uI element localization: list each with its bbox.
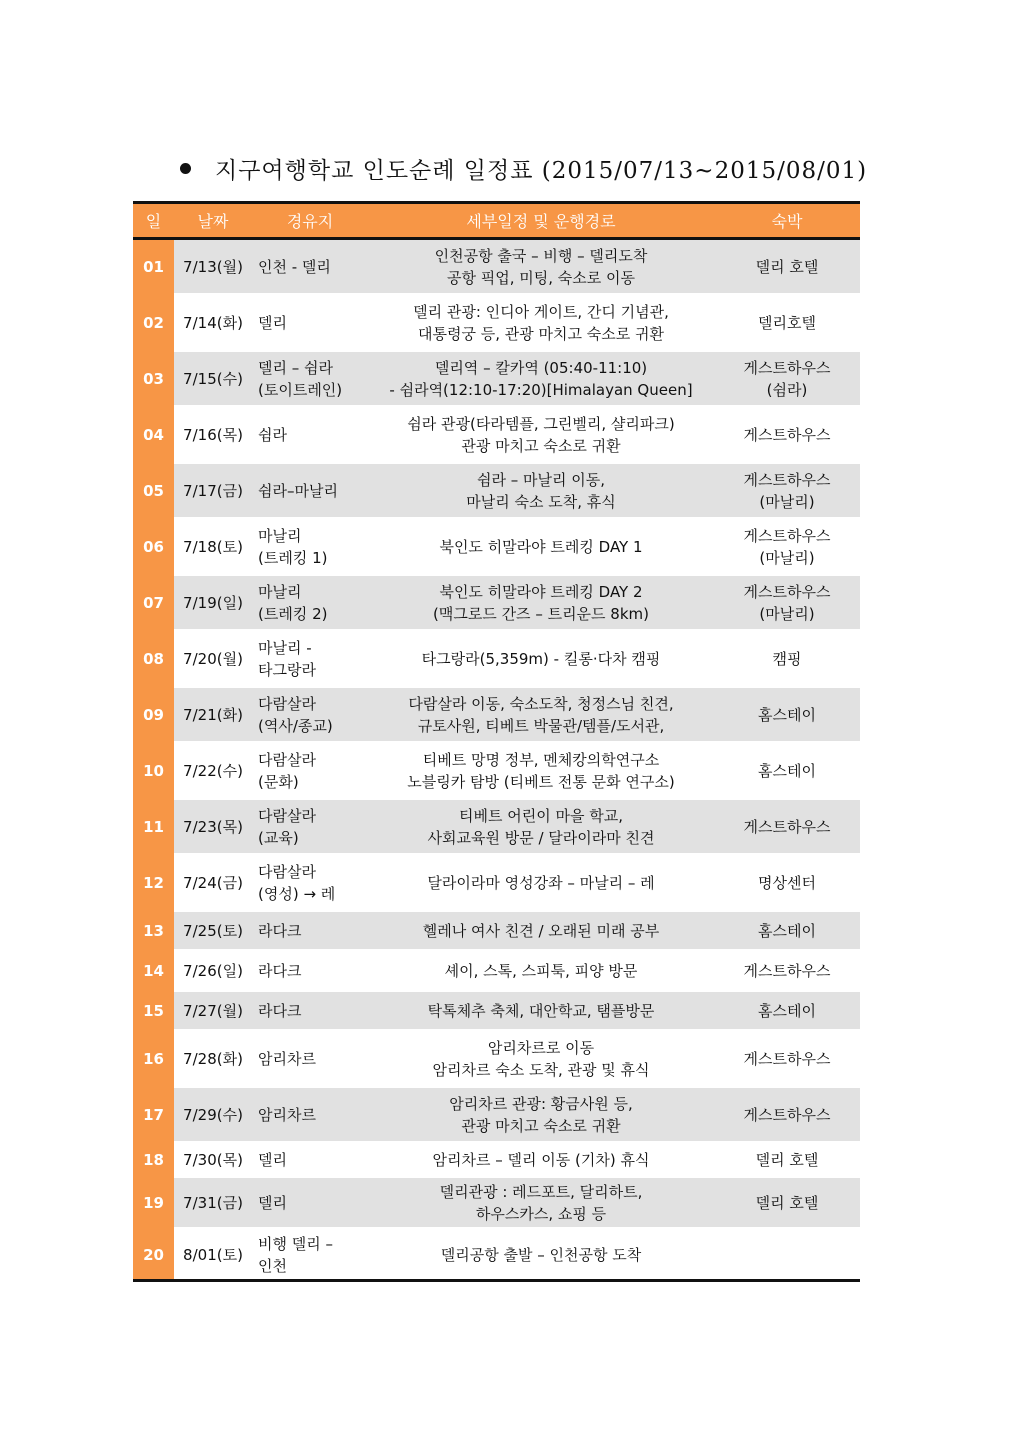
route-cell-line: 쉼라–마날리 <box>258 481 338 500</box>
lodging-cell <box>714 951 860 991</box>
date-cell: 7/23(목) <box>174 799 252 855</box>
detail-cell-line: 암리차르 숙소 도착, 관광 및 휴식 <box>432 1060 650 1079</box>
lodging-cell <box>714 407 860 463</box>
route-cell <box>252 519 368 575</box>
route-cell-line: 인천 <box>258 1256 287 1275</box>
detail-cell <box>368 463 714 519</box>
route-cell-line: 라다크 <box>258 961 302 980</box>
detail-cell-line: 북인도 히말라야 트레킹 DAY 2 <box>439 582 643 601</box>
lodging-cell-line: 게스트하우스 <box>743 1105 831 1124</box>
day-number: 05 <box>133 463 174 519</box>
day-number: 12 <box>133 855 174 911</box>
detail-cell-line: 다람살라 이동, 숙소도착, 청정스님 친견, <box>408 694 674 713</box>
lodging-cell <box>714 239 860 295</box>
lodging-cell <box>714 911 860 951</box>
day-number: 16 <box>133 1031 174 1087</box>
date-cell: 7/29(수) <box>174 1087 252 1143</box>
day-number: 08 <box>133 631 174 687</box>
route-cell <box>252 463 368 519</box>
day-number: 09 <box>133 687 174 743</box>
detail-cell <box>368 239 714 295</box>
table-row <box>133 295 860 351</box>
lodging-cell <box>714 799 860 855</box>
detail-cell-line: 셰이, 스톡, 스피툭, 피양 방문 <box>444 961 638 980</box>
table-row <box>133 991 860 1031</box>
day-number: 14 <box>133 951 174 991</box>
detail-cell <box>368 855 714 911</box>
route-cell-line: 다람살라 <box>258 862 316 881</box>
route-cell <box>252 1087 368 1143</box>
detail-cell-line: 북인도 히말라야 트레킹 DAY 1 <box>439 537 643 556</box>
route-cell-line: 마날리 <box>258 526 302 545</box>
route-cell <box>252 951 368 991</box>
lodging-cell-line: 델리 호텔 <box>755 1193 819 1212</box>
detail-cell-line: 규토사원, 티베트 박물관/템플/도서관, <box>417 716 665 735</box>
route-cell-line: 암리차르 <box>258 1049 316 1068</box>
lodging-cell-line: 델리 호텔 <box>755 1150 819 1169</box>
lodging-cell-line: 델리호텔 <box>758 313 816 332</box>
lodging-cell <box>714 687 860 743</box>
detail-cell-line: 탁톡체추 축체, 대안학교, 탬플방문 <box>427 1001 655 1020</box>
lodging-cell-line: 게스트하우스 <box>743 582 831 601</box>
detail-cell <box>368 799 714 855</box>
date-cell: 7/22(수) <box>174 743 252 799</box>
route-cell-line: 비행 델리 – <box>258 1234 333 1253</box>
lodging-cell-line: 홈스테이 <box>758 921 816 940</box>
date-cell: 7/21(화) <box>174 687 252 743</box>
lodging-cell-line: 명상센터 <box>758 873 816 892</box>
day-number: 15 <box>133 991 174 1031</box>
table-row <box>133 575 860 631</box>
date-cell: 7/24(금) <box>174 855 252 911</box>
detail-cell <box>368 519 714 575</box>
route-cell <box>252 631 368 687</box>
day-number: 18 <box>133 1143 174 1177</box>
lodging-cell-line: 홈스테이 <box>758 1001 816 1020</box>
route-cell-line: 인천 - 델리 <box>258 257 331 276</box>
route-cell-line: (교육) <box>258 828 299 847</box>
lodging-cell-line: 게스트하우스 <box>743 425 831 444</box>
table-row <box>133 687 860 743</box>
detail-cell-line: 대통령궁 등, 관광 마치고 숙소로 귀환 <box>418 324 664 343</box>
route-cell-line: 다람살라 <box>258 694 316 713</box>
lodging-cell <box>714 631 860 687</box>
table-header <box>133 203 860 239</box>
day-number: 19 <box>133 1177 174 1229</box>
route-cell-line: 암리차르 <box>258 1105 316 1124</box>
table-row <box>133 239 860 295</box>
detail-cell-line: 델리 관광: 인디아 게이트, 간디 기념관, <box>413 302 669 321</box>
day-number: 07 <box>133 575 174 631</box>
detail-cell-line: 하우스카스, 쇼핑 등 <box>475 1204 607 1223</box>
header-detail: 세부일정 및 운행경로 <box>368 203 714 239</box>
route-cell <box>252 1031 368 1087</box>
detail-cell <box>368 1177 714 1229</box>
route-cell-line: 델리 <box>258 313 287 332</box>
route-cell-line: (트레킹 2) <box>258 604 328 623</box>
date-cell: 7/14(화) <box>174 295 252 351</box>
lodging-cell <box>714 295 860 351</box>
route-cell-line: 라다크 <box>258 921 302 940</box>
lodging-cell <box>714 1087 860 1143</box>
lodging-cell-line: 게스트하우스 <box>743 470 831 489</box>
route-cell-line: 다람살라 <box>258 750 316 769</box>
detail-cell-line: 사회교육원 방문 / 달라이라마 친견 <box>427 828 655 847</box>
detail-cell <box>368 911 714 951</box>
route-cell <box>252 743 368 799</box>
date-cell: 7/17(금) <box>174 463 252 519</box>
table-row <box>133 1143 860 1177</box>
route-cell <box>252 855 368 911</box>
lodging-cell-line: 게스트하우스 <box>743 526 831 545</box>
table-row <box>133 799 860 855</box>
lodging-cell <box>714 1229 860 1281</box>
date-cell: 7/25(토) <box>174 911 252 951</box>
header-route: 경유지 <box>252 203 368 239</box>
lodging-cell-line: 캠핑 <box>772 649 802 668</box>
detail-cell-line: 티베트 망명 정부, 멘체캉의학연구소 <box>422 750 660 769</box>
route-cell <box>252 1229 368 1281</box>
lodging-cell-line: 게스트하우스 <box>743 961 831 980</box>
date-cell: 7/15(수) <box>174 351 252 407</box>
route-cell <box>252 799 368 855</box>
lodging-cell <box>714 1177 860 1229</box>
header-lodging: 숙박 <box>714 203 860 239</box>
detail-cell-line: 델리역 – 칼카역 (05:40-11:10) <box>434 358 648 377</box>
date-cell: 7/18(토) <box>174 519 252 575</box>
detail-cell <box>368 575 714 631</box>
date-cell: 8/01(토) <box>174 1229 252 1281</box>
header-day: 일 <box>133 203 174 239</box>
date-cell: 7/30(목) <box>174 1143 252 1177</box>
detail-cell-line: - 쉼라역(12:10-17:20)[Himalayan Queen] <box>389 380 693 399</box>
route-cell-line: (영성) → 레 <box>258 884 336 903</box>
route-cell-line: (토이트레인) <box>258 380 343 399</box>
table-row <box>133 1229 860 1281</box>
date-cell: 7/28(화) <box>174 1031 252 1087</box>
lodging-cell-line: (쉼라) <box>766 380 808 399</box>
date-cell: 7/31(금) <box>174 1177 252 1229</box>
table-row <box>133 519 860 575</box>
route-cell-line: 마날리 <box>258 582 302 601</box>
detail-cell <box>368 1031 714 1087</box>
lodging-cell-line: 델리 호텔 <box>755 257 819 276</box>
table-row <box>133 911 860 951</box>
header-date: 날짜 <box>174 203 252 239</box>
table-row <box>133 951 860 991</box>
lodging-cell-line: 게스트하우스 <box>743 817 831 836</box>
table-row <box>133 743 860 799</box>
route-cell-line: 타그랑라 <box>258 660 316 679</box>
lodging-cell-line: (마날리) <box>759 604 815 623</box>
detail-cell-line: 노블링카 탐방 (티베트 전통 문화 연구소) <box>407 772 675 791</box>
lodging-cell <box>714 855 860 911</box>
detail-cell <box>368 631 714 687</box>
lodging-cell <box>714 351 860 407</box>
table-row <box>133 631 860 687</box>
detail-cell-line: 헬레나 여사 친견 / 오래된 미래 공부 <box>422 921 660 940</box>
detail-cell-line: 관광 마치고 숙소로 귀환 <box>461 1116 621 1135</box>
detail-cell <box>368 687 714 743</box>
lodging-cell-line: 게스트하우스 <box>743 1049 831 1068</box>
route-cell <box>252 575 368 631</box>
detail-cell <box>368 951 714 991</box>
detail-cell-line: 암리차르 관광: 황금사원 등, <box>449 1094 633 1113</box>
detail-cell <box>368 295 714 351</box>
route-cell <box>252 1177 368 1229</box>
route-cell <box>252 295 368 351</box>
lodging-cell <box>714 463 860 519</box>
day-number: 20 <box>133 1229 174 1281</box>
lodging-cell <box>714 991 860 1031</box>
detail-cell-line: 쉼라 관광(타라템플, 그린벨리, 샬리파크) <box>407 414 675 433</box>
lodging-cell-line: 홈스테이 <box>758 761 816 780</box>
detail-cell-line: 티베트 어린이 마을 학교, <box>459 806 623 825</box>
date-cell: 7/20(월) <box>174 631 252 687</box>
day-number: 04 <box>133 407 174 463</box>
day-number: 13 <box>133 911 174 951</box>
detail-cell-line: 달라이라마 영성강좌 – 마날리 – 레 <box>427 873 655 892</box>
date-cell: 7/16(목) <box>174 407 252 463</box>
day-number: 01 <box>133 239 174 295</box>
lodging-cell-line: (마날리) <box>759 492 815 511</box>
detail-cell <box>368 743 714 799</box>
route-cell-line: 다람살라 <box>258 806 316 825</box>
route-cell <box>252 687 368 743</box>
route-cell-line: 쉼라 <box>258 425 287 444</box>
lodging-cell-line: 게스트하우스 <box>743 358 831 377</box>
lodging-cell <box>714 743 860 799</box>
detail-cell-line: 쉼라 – 마날리 이동, <box>476 470 605 489</box>
table-row <box>133 463 860 519</box>
itinerary-table <box>133 201 860 1282</box>
route-cell <box>252 407 368 463</box>
detail-cell <box>368 991 714 1031</box>
date-cell: 7/27(월) <box>174 991 252 1031</box>
detail-cell-line: 암리차르로 이동 <box>487 1038 595 1057</box>
table-row <box>133 1087 860 1143</box>
lodging-cell-line: (마날리) <box>759 548 815 567</box>
table-row <box>133 407 860 463</box>
date-cell: 7/19(일) <box>174 575 252 631</box>
route-cell-line: 델리 <box>258 1150 287 1169</box>
detail-cell-line: 공항 픽업, 미팅, 숙소로 이동 <box>447 268 635 287</box>
detail-cell <box>368 1229 714 1281</box>
route-cell-line: (역사/종교) <box>258 716 333 735</box>
detail-cell <box>368 1143 714 1177</box>
day-number: 06 <box>133 519 174 575</box>
day-number: 10 <box>133 743 174 799</box>
route-cell-line: 델리 <box>258 1193 287 1212</box>
detail-cell-line: 델리관광 : 레드포트, 달리하트, <box>439 1182 643 1201</box>
route-cell-line: 마날리 - <box>258 638 312 657</box>
route-cell-line: (트레킹 1) <box>258 548 328 567</box>
bullet-icon <box>180 163 191 174</box>
route-cell-line: (문화) <box>258 772 299 791</box>
title-text: 지구여행학교 인도순례 일정표 (2015/07/13~2015/08/01) <box>215 157 868 184</box>
table-row <box>133 855 860 911</box>
day-number: 17 <box>133 1087 174 1143</box>
day-number: 11 <box>133 799 174 855</box>
route-cell <box>252 911 368 951</box>
lodging-cell-line: 홈스테이 <box>758 705 816 724</box>
date-cell: 7/26(일) <box>174 951 252 991</box>
detail-cell <box>368 351 714 407</box>
detail-cell-line: 델리공항 출발 – 인천공항 도착 <box>440 1245 642 1264</box>
route-cell <box>252 1143 368 1177</box>
lodging-cell <box>714 1143 860 1177</box>
route-cell <box>252 991 368 1031</box>
detail-cell-line: 마날리 숙소 도착, 휴식 <box>466 492 616 511</box>
detail-cell <box>368 407 714 463</box>
route-cell <box>252 351 368 407</box>
route-cell-line: 라다크 <box>258 1001 302 1020</box>
day-number: 03 <box>133 351 174 407</box>
table-body <box>133 239 860 1281</box>
lodging-cell <box>714 575 860 631</box>
date-cell: 7/13(월) <box>174 239 252 295</box>
route-cell <box>252 239 368 295</box>
detail-cell-line: (맥그로드 간즈 – 트리운드 8km) <box>432 604 650 623</box>
detail-cell-line: 타그랑라(5,359m) - 킬롱·다차 캠핑 <box>421 649 661 668</box>
detail-cell-line: 관광 마치고 숙소로 귀환 <box>461 436 621 455</box>
table-row <box>133 351 860 407</box>
detail-cell <box>368 1087 714 1143</box>
detail-cell-line: 암리차르 – 델리 이동 (기차) 휴식 <box>432 1150 650 1169</box>
table-row <box>133 1031 860 1087</box>
lodging-cell <box>714 519 860 575</box>
lodging-cell <box>714 1031 860 1087</box>
day-number: 02 <box>133 295 174 351</box>
table-row <box>133 1177 860 1229</box>
page-title <box>180 150 867 186</box>
detail-cell-line: 인천공항 출국 – 비행 – 델리도착 <box>434 246 648 265</box>
route-cell-line: 델리 – 쉼라 <box>258 358 333 377</box>
